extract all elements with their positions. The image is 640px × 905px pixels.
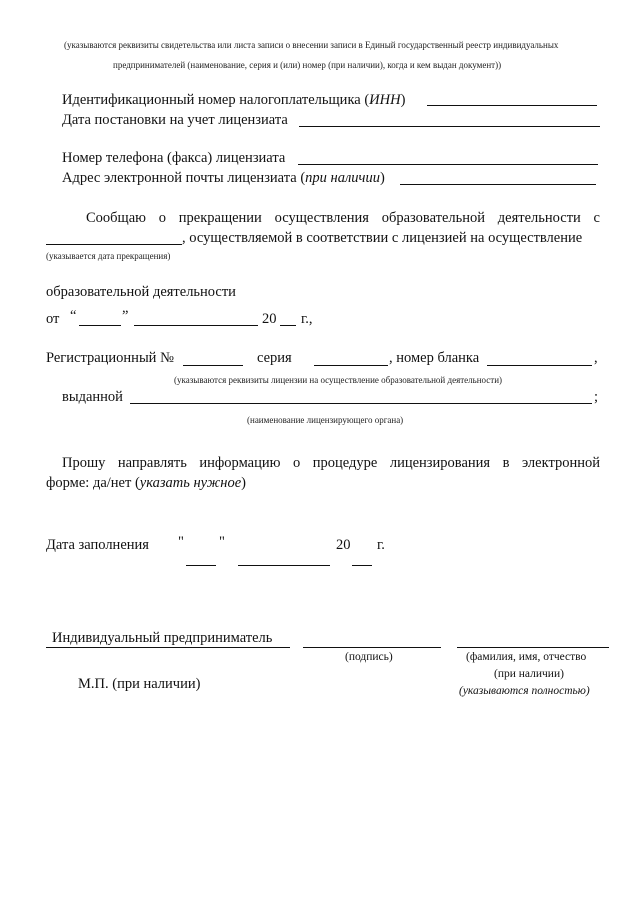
termination-date-field[interactable]	[46, 244, 182, 245]
fill-year-prefix: 20	[336, 537, 351, 553]
fill-month-field[interactable]	[238, 565, 330, 566]
request-line2: форме: да/нет (указать нужное)	[46, 475, 246, 491]
email-label: Адрес электронной почты лицензиата (при наличии)	[62, 170, 385, 186]
email-field[interactable]	[400, 184, 596, 185]
year-prefix: 20	[262, 311, 277, 327]
notice-line2: , осуществляемой в соответствии с лицензией на осуществление	[182, 230, 583, 246]
termination-date-hint: (указывается дата прекращения)	[46, 251, 171, 261]
fill-year-field[interactable]	[352, 565, 372, 566]
quote-close: ”	[122, 308, 129, 324]
notice-line1: Сообщаю о прекращении осуществления образовательной деятельности с	[86, 210, 600, 226]
full-name-field[interactable]	[457, 647, 609, 648]
authority-hint: (наименование лицензирующего органа)	[247, 415, 404, 425]
stamp-label: М.П. (при наличии)	[78, 676, 201, 692]
fill-quote-close: "	[219, 534, 225, 550]
notice-line3: образовательной деятельности	[46, 284, 236, 300]
fill-day-field[interactable]	[186, 565, 216, 566]
inn-label: Идентификационный номер налогоплательщика (ИНН)	[62, 92, 406, 108]
requisites-hint: (указываются реквизиты лицензии на осуществление образовательной деятельности)	[174, 375, 503, 385]
signature-hint: (подпись)	[345, 651, 393, 663]
name-hint-line3: (указываются полностью)	[459, 685, 590, 697]
name-hint-line2: (при наличии)	[494, 668, 564, 680]
license-year-field[interactable]	[280, 325, 296, 326]
ogrnip-hint-line2: предпринимателей (наименование, серия и (или) номер (при наличии), когда и кем выдан документ))	[113, 60, 502, 70]
name-hint-line1: (фамилия, имя, отчество	[466, 651, 587, 663]
reg-date-label: Дата постановки на учет лицензиата	[62, 112, 288, 128]
signature-field[interactable]	[303, 647, 441, 648]
ogrnip-hint-line1: (указываются реквизиты свидетельства или листа записи о внесении записи в Единый государственный реестр индивидуальных	[64, 40, 559, 50]
quote-open: “	[70, 308, 77, 324]
issued-label: выданной	[62, 389, 123, 405]
license-month-field[interactable]	[134, 325, 258, 326]
issued-by-field[interactable]	[130, 403, 592, 404]
request-line1: Прошу направлять информацию о процедуре лицензирования в электронной	[62, 455, 600, 471]
reg-no-field[interactable]	[183, 365, 243, 366]
entrepreneur-underline	[46, 647, 290, 648]
reg-date-field[interactable]	[299, 126, 600, 127]
series-field[interactable]	[314, 365, 388, 366]
fill-date-label: Дата заполнения	[46, 537, 149, 553]
license-day-field[interactable]	[79, 325, 121, 326]
blank-no-field[interactable]	[487, 365, 592, 366]
fill-year-suffix: г.	[377, 537, 385, 553]
reg-no-label: Регистрационный №	[46, 350, 174, 366]
from-label: от	[46, 311, 60, 327]
fill-quote-open: "	[178, 534, 184, 550]
phone-label: Номер телефона (факса) лицензиата	[62, 150, 286, 166]
series-label: серия	[257, 350, 292, 366]
trailing-comma: ,	[594, 350, 598, 366]
phone-field[interactable]	[298, 164, 598, 165]
trailing-semicolon: ;	[594, 389, 599, 405]
year-suffix: г.,	[301, 311, 313, 327]
entrepreneur-label: Индивидуальный предприниматель	[52, 630, 273, 646]
blank-no-label: , номер бланка	[389, 350, 480, 366]
inn-field[interactable]	[427, 105, 597, 106]
